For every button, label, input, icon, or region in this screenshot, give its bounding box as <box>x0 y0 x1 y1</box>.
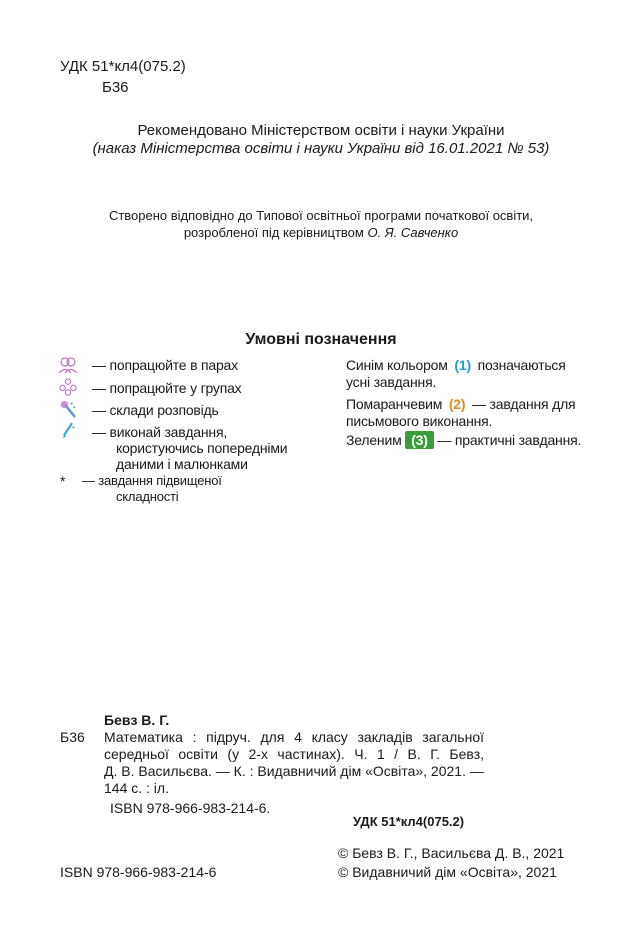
legend-orange-line2: письмового виконання. <box>346 413 493 429</box>
badge-oral: (1) <box>454 357 471 373</box>
legend-item-pairs: — попрацюйте в парах <box>92 357 238 373</box>
task-icon <box>58 422 78 440</box>
legend-blue-line1 <box>346 357 566 373</box>
copyright-authors: © Бевз В. Г., Васильєва Д. В., 2021 <box>338 845 565 861</box>
program-author: О. Я. Савченко <box>367 225 459 240</box>
bib-udk: УДК 51*кл4(075.2) <box>353 814 465 829</box>
footer-isbn: ISBN 978-966-983-214-6 <box>60 864 217 880</box>
bib-line3: Д. В. Васильєва. — К. : Видавничий дім «Освіта», 2021. — <box>104 763 484 779</box>
program-line1: Створено відповідно до Типової освітньої програми початкової освіти, <box>108 208 534 223</box>
legend-title: Умовні позначення <box>245 331 397 348</box>
program-line2 <box>0 225 642 240</box>
bib-line1: Математика : підруч. для 4 класу закладів загальної <box>104 729 484 745</box>
bib-line2: середньої освіти (у 2-х частинах). Ч. 1 / В. Г. Бевз, <box>104 746 484 762</box>
legend-orange-line1 <box>346 396 575 412</box>
legend-item-groups: — попрацюйте у групах <box>92 380 242 396</box>
bib-line4: 144 с. : іл. <box>104 780 169 796</box>
bib-author: Бевз В. Г. <box>104 712 170 728</box>
legend-blue-suffix: позначаються <box>473 357 566 373</box>
legend-item-hard-line2: складності <box>116 489 179 504</box>
badge-written: (2) <box>448 396 466 412</box>
udk-header: УДК 51*кл4(075.2) <box>60 58 186 75</box>
legend-orange-suffix: — завдання для <box>468 396 576 412</box>
legend-item-task-line1: — виконай завдання, <box>92 424 228 440</box>
legend-item-task-line2: користуючись попередніми <box>116 440 288 456</box>
book-code: Б36 <box>102 79 129 96</box>
program-line2-prefix: розробленої під керівництвом <box>183 225 368 240</box>
recommendation-line1: Рекомендовано Міністерством освіти і науки України <box>137 122 505 139</box>
bib-code: Б36 <box>60 729 85 745</box>
story-icon <box>58 400 78 418</box>
group-icon <box>58 378 78 396</box>
bib-isbn: ISBN 978-966-983-214-6. <box>110 800 271 816</box>
legend-green-prefix: Зеленим <box>346 432 406 448</box>
legend-blue-prefix: Синім кольором <box>346 357 452 373</box>
legend-item-story: — склади розповідь <box>92 402 219 418</box>
legend-orange-prefix: Помаранчевим <box>346 396 446 412</box>
asterisk-icon: * <box>60 473 66 489</box>
legend-green-line <box>346 432 581 448</box>
legend-blue-line2: усні завдання. <box>346 374 437 390</box>
legend-item-hard-line1: — завдання підвищеної <box>82 473 222 488</box>
legend-item-task-line3: даними і малюнками <box>116 456 248 472</box>
pair-icon <box>58 356 78 374</box>
copyright-publisher: © Видавничий дім «Освіта», 2021 <box>338 864 557 880</box>
legend-green-suffix: — практичні завдання. <box>433 432 582 448</box>
badge-practical: (3) <box>405 431 434 449</box>
recommendation-line2: (наказ Міністерства освіти і науки України від 16.01.2021 № 53) <box>92 140 550 157</box>
